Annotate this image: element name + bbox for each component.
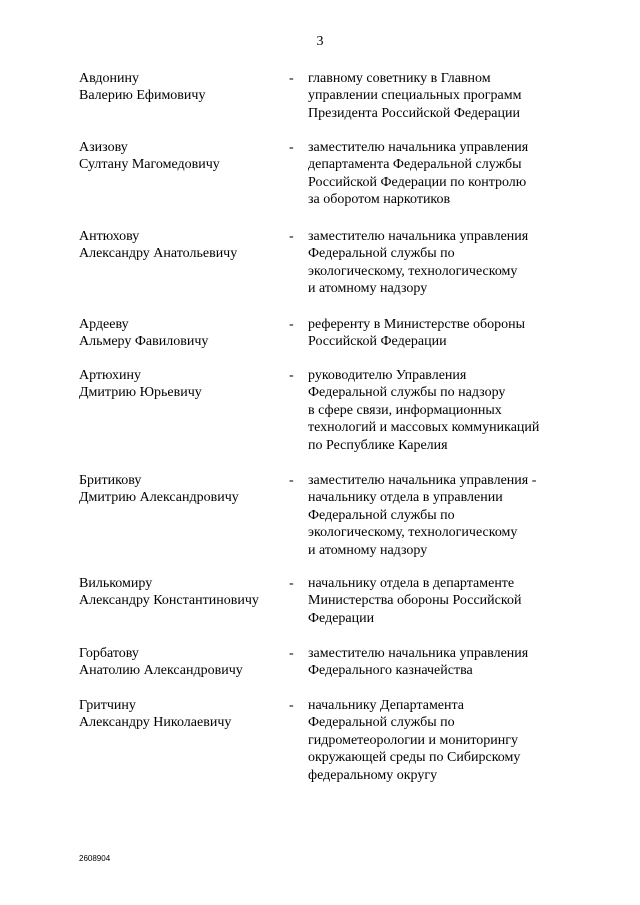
- position-title-line: заместителю начальника управления: [308, 229, 529, 244]
- position-title-line: Федеральной службы по надзору: [308, 385, 506, 401]
- separator-dash: -: [289, 646, 294, 661]
- person-name-line: Антюхову: [79, 229, 140, 244]
- position-title-line: экологическому, технологическому: [308, 525, 518, 541]
- person-name-line: Горбатову: [79, 646, 139, 661]
- position-title-line: заместителю начальника управления: [308, 646, 529, 661]
- position-title-line: Федеральной службы по: [308, 715, 455, 731]
- position-title-line: Федеральной службы по: [308, 507, 455, 523]
- person-name-line: Дмитрию Юрьевичу: [79, 385, 202, 401]
- position-title-line: Федеральной службы по: [308, 246, 455, 262]
- position-title: [308, 70, 598, 122]
- person-name: [79, 367, 279, 402]
- person-name-line: Султану Магомедовичу: [79, 157, 220, 173]
- person-name: [79, 697, 279, 732]
- person-name: [79, 316, 279, 351]
- person-name-line: Азизову: [79, 140, 128, 155]
- person-name: [79, 70, 279, 105]
- position-title-line: Федерального казначейства: [308, 663, 473, 679]
- position-title-line: заместителю начальника управления -: [308, 473, 537, 488]
- person-name-line: Валерию Ефимовичу: [79, 88, 206, 104]
- position-title-line: Федерации: [308, 610, 375, 626]
- position-title-line: управлении специальных программ: [308, 88, 522, 104]
- separator-dash: -: [289, 140, 294, 155]
- person-name-line: Анатолию Александровичу: [79, 663, 243, 679]
- document-code: 2608904: [79, 854, 111, 863]
- person-name-line: Авдонину: [79, 71, 139, 86]
- separator-dash: -: [289, 368, 294, 383]
- separator-dash: -: [289, 229, 294, 244]
- position-title-line: начальнику Департамента: [308, 698, 465, 713]
- person-name: [79, 645, 279, 680]
- person-name: [79, 472, 279, 507]
- position-title-line: руководителю Управления: [308, 368, 467, 383]
- person-name-line: Вилькомиру: [79, 576, 153, 591]
- position-title-line: начальнику отдела в управлении: [308, 490, 503, 506]
- position-title-line: референту в Министерстве обороны: [308, 317, 525, 332]
- position-title: [308, 575, 598, 627]
- person-name-line: Александру Константиновичу: [79, 593, 259, 609]
- position-title: [308, 139, 598, 209]
- position-title: [308, 645, 598, 680]
- position-title-line: гидрометеорологии и мониторингу: [308, 732, 519, 748]
- position-title-line: за оборотом наркотиков: [308, 192, 451, 208]
- position-title: [308, 367, 598, 454]
- person-name-line: Альмеру Фавиловичу: [79, 334, 209, 350]
- position-title-line: в сфере связи, информационных: [308, 402, 502, 418]
- position-title-line: окружающей среды по Сибирскому: [308, 750, 521, 766]
- position-title: [308, 228, 598, 298]
- position-title: [308, 316, 598, 351]
- position-title-line: федеральному округу: [308, 767, 438, 783]
- position-title-line: экологическому, технологическому: [308, 263, 518, 279]
- position-title: [308, 697, 598, 784]
- position-title-line: департамента Федеральной службы: [308, 157, 522, 173]
- position-title-line: по Республике Карелия: [308, 437, 448, 453]
- separator-dash: -: [289, 71, 294, 86]
- person-name-line: Александру Анатольевичу: [79, 246, 238, 262]
- position-title-line: Президента Российской Федерации: [308, 105, 520, 121]
- page-number: 3: [316, 34, 324, 49]
- person-name-line: Артюхину: [79, 368, 141, 383]
- separator-dash: -: [289, 576, 294, 591]
- position-title-line: технологий и массовых коммуникаций: [308, 420, 540, 436]
- position-title-line: заместителю начальника управления: [308, 140, 529, 155]
- person-name-line: Бритикову: [79, 473, 142, 488]
- position-title-line: начальнику отдела в департаменте: [308, 576, 515, 591]
- person-name: [79, 139, 279, 174]
- position-title-line: Российской Федерации: [308, 334, 447, 350]
- position-title-line: и атомному надзору: [308, 542, 428, 558]
- position-title: [308, 472, 598, 559]
- separator-dash: -: [289, 317, 294, 332]
- person-name-line: Гритчину: [79, 698, 136, 713]
- person-name: [79, 575, 279, 610]
- person-name-line: Дмитрию Александровичу: [79, 490, 239, 506]
- separator-dash: -: [289, 698, 294, 713]
- position-title-line: и атомному надзору: [308, 281, 428, 297]
- position-title-line: главному советнику в Главном: [308, 71, 491, 86]
- person-name-line: Ардееву: [79, 317, 129, 332]
- position-title-line: Министерства обороны Российской: [308, 593, 522, 609]
- position-title-line: Российской Федерации по контролю: [308, 174, 527, 190]
- person-name-line: Александру Николаевичу: [79, 715, 232, 731]
- separator-dash: -: [289, 473, 294, 488]
- person-name: [79, 228, 279, 263]
